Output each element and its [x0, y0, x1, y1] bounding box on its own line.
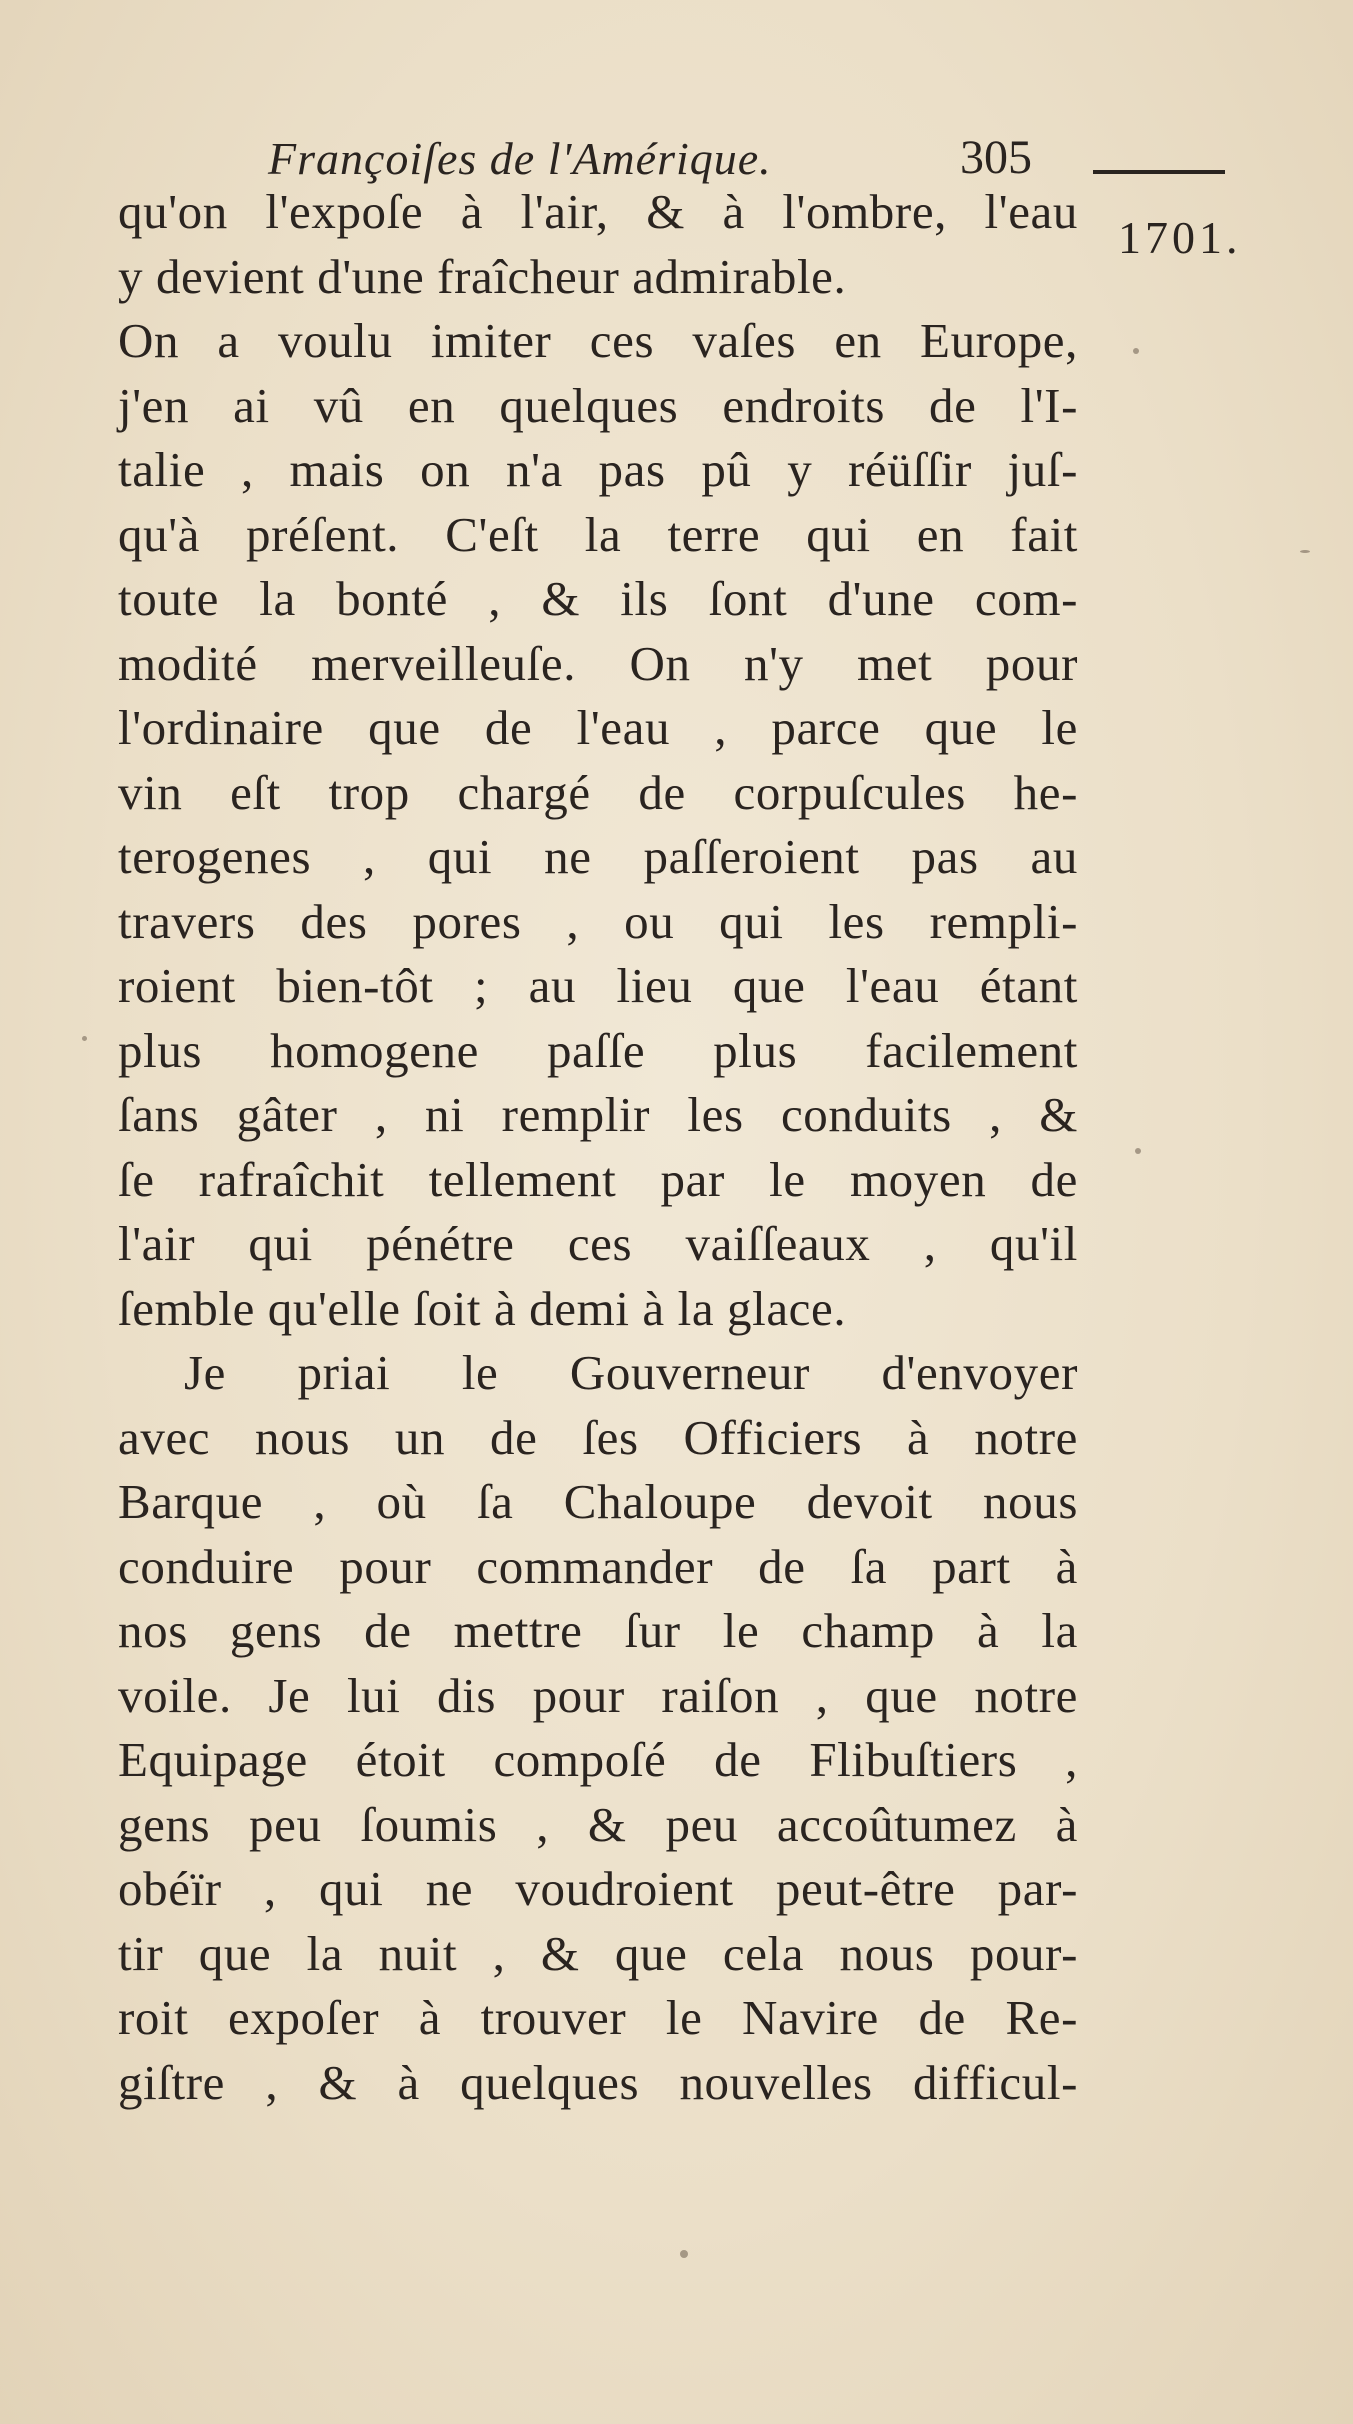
text-line: l'air qui pénétre ces vaiſſeaux , qu'il — [118, 1216, 1078, 1271]
text-line: Barque , où ſa Chaloupe devoit nous — [118, 1474, 1078, 1529]
text-line: roient bien-tôt ; au lieu que l'eau étant — [118, 958, 1078, 1013]
text-line: conduire pour commander de ſa part à — [118, 1538, 1078, 1594]
text-line: talie , mais on n'a pas pû y réüſſir juſ- — [118, 442, 1078, 497]
text-line: On a voulu imiter ces vaſes en Europe, — [118, 313, 1078, 368]
page-number: 305 — [960, 131, 1032, 184]
text-line: modité merveilleuſe. On n'y met pour — [118, 635, 1078, 691]
text-line: travers des pores , ou qui les rempli- — [118, 893, 1078, 949]
paper-speck — [1135, 1148, 1141, 1154]
text-line: ſemble qu'elle ſoit à demi à la glace. — [118, 1280, 847, 1336]
text-line: gens peu ſoumis , & peu accoûtumez à — [118, 1796, 1078, 1852]
text-line: avec nous un de ſes Officiers à notre — [118, 1409, 1078, 1465]
paper-speck — [1133, 348, 1139, 354]
text-line: roit expoſer à trouver le Navire de Re- — [118, 1990, 1078, 2045]
text-line: j'en ai vû en quelques endroits de l'I- — [118, 377, 1078, 433]
text-line: l'ordinaire que de l'eau , parce que le — [118, 700, 1078, 755]
margin-rule — [1093, 170, 1225, 174]
text-line: plus homogene paſſe plus facilement — [118, 1022, 1078, 1078]
body-text — [118, 180, 1078, 2115]
text-line: y devient d'une fraîcheur admirable. — [118, 248, 847, 304]
text-line: Je priai le Gouverneur d'envoyer — [184, 1345, 1078, 1400]
text-line: terogenes , qui ne paſſeroient pas au — [118, 829, 1078, 884]
text-line: voile. Je lui dis pour raiſon , que notre — [118, 1667, 1078, 1723]
text-line: obéïr , qui ne voudroient peut-être par- — [118, 1861, 1078, 1916]
text-line: toute la bonté , & ils ſont d'une com- — [118, 571, 1078, 626]
paper-speck — [82, 1036, 87, 1041]
text-line: qu'on l'expoſe à l'air, & à l'ombre, l'eau — [118, 184, 1078, 239]
text-line: qu'à préſent. C'eſt la terre qui en fait — [118, 506, 1078, 562]
text-line: giſtre , & à quelques nouvelles difficul- — [118, 2054, 1078, 2110]
margin-year: 1701. — [1118, 212, 1242, 263]
page-header — [268, 128, 1068, 188]
text-line: tir que la nuit , & que cela nous pour- — [118, 1925, 1078, 1981]
paper-speck — [680, 2250, 688, 2258]
paper-speck — [1300, 550, 1310, 553]
text-line: nos gens de mettre ſur le champ à la — [118, 1603, 1078, 1658]
text-line: ſe rafraîchit tellement par le moyen de — [118, 1151, 1078, 1207]
running-title: Françoiſes de l'Amérique. — [268, 133, 772, 184]
text-line: ſans gâter , ni remplir les conduits , & — [118, 1087, 1078, 1142]
text-line: vin eſt trop chargé de corpuſcules he- — [118, 764, 1078, 820]
text-line: Equipage étoit compoſé de Flibuſtiers , — [118, 1732, 1078, 1787]
